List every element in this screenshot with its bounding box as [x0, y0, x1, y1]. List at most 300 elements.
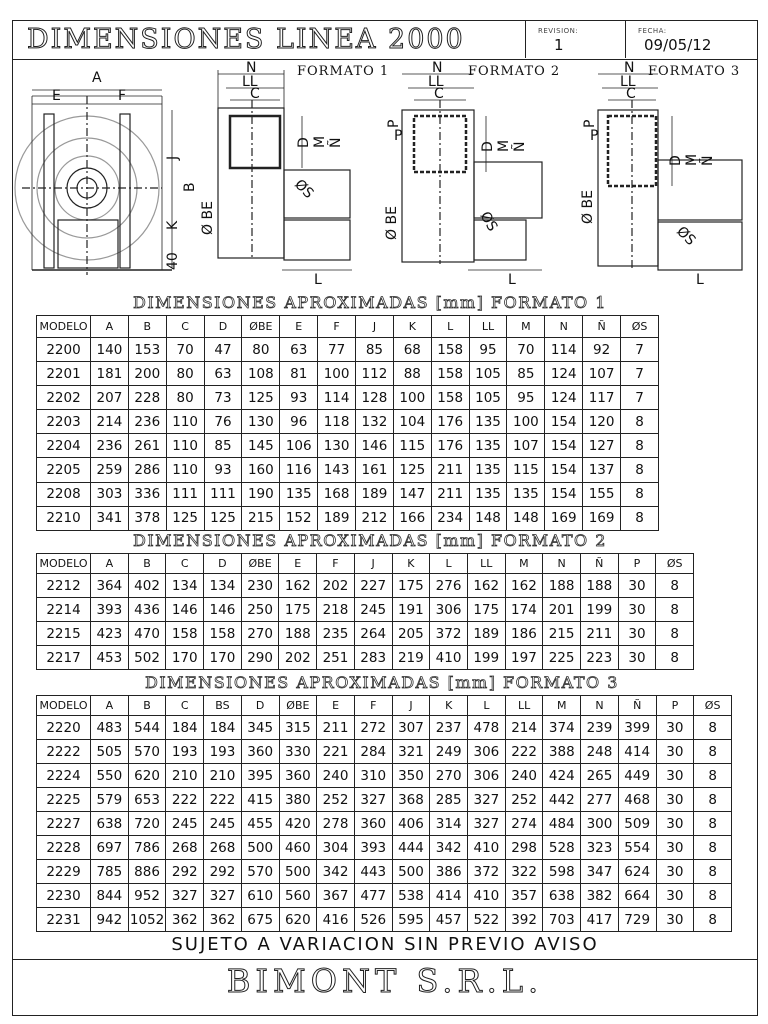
- column-header: M: [543, 696, 581, 716]
- dimension-cell: 638: [91, 812, 129, 836]
- column-header: F: [318, 316, 356, 338]
- table-row: [37, 908, 732, 932]
- f2-c-label: C: [434, 86, 444, 102]
- dimension-cell: 410: [468, 884, 506, 908]
- table-row: [37, 434, 659, 458]
- dimension-cell: 342: [317, 860, 355, 884]
- column-header: F: [317, 554, 355, 574]
- dimension-cell: 570: [128, 740, 166, 764]
- dimension-cell: 176: [431, 410, 469, 434]
- dimension-cell: 77: [318, 338, 356, 362]
- dimension-cell: 406: [392, 812, 430, 836]
- dimension-cell: 477: [354, 884, 392, 908]
- dimension-cell: 8: [656, 622, 694, 646]
- dimension-cell: 544: [128, 716, 166, 740]
- dimension-cell: 100: [318, 362, 356, 386]
- dimension-cell: 402: [128, 574, 166, 598]
- model-cell: 2214: [37, 598, 91, 622]
- f3-p2-label: P: [590, 128, 599, 144]
- dimension-cell: 526: [354, 908, 392, 932]
- dimension-cell: 307: [392, 716, 430, 740]
- dimension-cell: 88: [393, 362, 431, 386]
- dimension-cell: 146: [166, 598, 204, 622]
- dimension-cell: 189: [467, 622, 505, 646]
- dimension-cell: 292: [166, 860, 204, 884]
- dim-k-label: K: [165, 220, 181, 230]
- f2-p1-label: P: [386, 119, 402, 128]
- dimension-cell: 170: [166, 646, 204, 670]
- dimension-cell: 186: [505, 622, 543, 646]
- dimension-cell: 152: [280, 506, 318, 530]
- dimension-cell: 70: [507, 338, 545, 362]
- dimension-cell: 110: [166, 458, 204, 482]
- dimension-cell: 388: [543, 740, 581, 764]
- dimension-cell: 148: [507, 506, 545, 530]
- dimension-cell: 844: [91, 884, 129, 908]
- dimension-cell: 298: [505, 836, 543, 860]
- dim-a-label: A: [92, 70, 102, 86]
- date-label: FECHA:: [638, 27, 667, 35]
- column-header: ØBE: [279, 696, 317, 716]
- dimension-cell: 154: [545, 458, 583, 482]
- dimension-cell: 8: [694, 908, 732, 932]
- dimension-cell: 272: [354, 716, 392, 740]
- dimension-cell: 193: [166, 740, 204, 764]
- company-name: BIMONT S.R.L.: [226, 962, 544, 1000]
- f3-c-label: C: [626, 86, 636, 102]
- dimension-cell: 85: [507, 362, 545, 386]
- dimension-cell: 158: [204, 622, 242, 646]
- dimension-cell: 610: [241, 884, 279, 908]
- dimension-cell: 350: [392, 764, 430, 788]
- f2-p2-label: P: [394, 128, 403, 144]
- dimension-cell: 127: [583, 434, 621, 458]
- dimension-cell: 372: [430, 622, 468, 646]
- dimension-cell: 303: [91, 482, 129, 506]
- dimension-cell: 414: [430, 884, 468, 908]
- dimension-cell: 538: [392, 884, 430, 908]
- dimension-cell: 188: [580, 574, 618, 598]
- dimension-cell: 8: [621, 458, 659, 482]
- dimension-cell: 729: [618, 908, 656, 932]
- table-row: [37, 788, 732, 812]
- dimension-cell: 362: [166, 908, 204, 932]
- f2-m-label: M: [496, 139, 512, 152]
- dimension-cell: 720: [128, 812, 166, 836]
- dimension-cell: 158: [431, 338, 469, 362]
- dimension-cell: 468: [618, 788, 656, 812]
- dimension-cell: 368: [392, 788, 430, 812]
- f1-s-label: ØS: [291, 176, 317, 202]
- dimension-cell: 500: [279, 860, 317, 884]
- model-cell: 2208: [37, 482, 91, 506]
- dimension-cell: 554: [618, 836, 656, 860]
- date-value: 09/05/12: [644, 36, 712, 54]
- dimension-cell: 393: [91, 598, 129, 622]
- dimension-cell: 420: [279, 812, 317, 836]
- dimension-cell: 240: [317, 764, 355, 788]
- dimension-cell: 111: [204, 482, 242, 506]
- model-cell: 2200: [37, 338, 91, 362]
- column-header: J: [392, 696, 430, 716]
- dimension-cell: 395: [241, 764, 279, 788]
- model-cell: 2228: [37, 836, 91, 860]
- column-header: A: [91, 316, 129, 338]
- dimension-cell: 952: [128, 884, 166, 908]
- model-cell: 2204: [37, 434, 91, 458]
- f1-l-label: L: [314, 272, 322, 288]
- dimension-cell: 500: [241, 836, 279, 860]
- dimension-cell: 327: [468, 788, 506, 812]
- column-header: K: [430, 696, 468, 716]
- dimension-cell: 218: [317, 598, 355, 622]
- format2-view: [402, 74, 542, 270]
- dimension-cell: 76: [204, 410, 242, 434]
- dimension-cell: 175: [467, 598, 505, 622]
- dimension-cell: 130: [318, 434, 356, 458]
- document-title: DIMENSIONES LINEA 2000: [27, 24, 465, 55]
- dimension-cell: 453: [91, 646, 129, 670]
- dimension-cell: 85: [356, 338, 394, 362]
- dimension-cell: 30: [618, 622, 656, 646]
- dimension-cell: 341: [91, 506, 129, 530]
- dimension-cell: 30: [656, 740, 694, 764]
- dimension-cell: 30: [656, 716, 694, 740]
- column-header: L: [468, 696, 506, 716]
- drawings-svg: [12, 60, 758, 290]
- dimension-cell: 236: [128, 410, 166, 434]
- dimension-cell: 96: [280, 410, 318, 434]
- dimension-cell: 595: [392, 908, 430, 932]
- dimension-cell: 7: [621, 362, 659, 386]
- f1-m-label: M: [312, 135, 328, 148]
- footer-divider: [12, 959, 758, 960]
- dimension-cell: 886: [128, 860, 166, 884]
- column-header: Ñ: [580, 554, 618, 574]
- table-row: [37, 386, 659, 410]
- table-formato-2: [36, 553, 694, 670]
- dimension-cell: 236: [91, 434, 129, 458]
- dim-40-label: 40: [165, 252, 181, 270]
- table-row: [37, 884, 732, 908]
- dimension-cell: 115: [507, 458, 545, 482]
- dimension-cell: 228: [128, 386, 166, 410]
- dimension-cell: 200: [128, 362, 166, 386]
- column-header: L: [431, 316, 469, 338]
- column-header: N: [581, 696, 619, 716]
- dimension-cell: 181: [91, 362, 129, 386]
- column-header: ØBE: [241, 554, 279, 574]
- dimension-cell: 306: [430, 598, 468, 622]
- header-bar: [12, 20, 758, 60]
- dimension-cell: 95: [469, 338, 507, 362]
- column-header: LL: [469, 316, 507, 338]
- dimension-cell: 125: [242, 386, 280, 410]
- dimension-cell: 423: [91, 622, 129, 646]
- dimension-cell: 175: [279, 598, 317, 622]
- dimension-cell: 135: [469, 458, 507, 482]
- column-header: A: [91, 696, 129, 716]
- dimension-cell: 237: [430, 716, 468, 740]
- table-row: [37, 860, 732, 884]
- column-header: J: [356, 316, 394, 338]
- dimension-cell: 443: [354, 860, 392, 884]
- dimension-cell: 284: [354, 740, 392, 764]
- dimension-cell: 393: [354, 836, 392, 860]
- model-cell: 2229: [37, 860, 91, 884]
- dimension-cell: 135: [469, 434, 507, 458]
- dimension-cell: 188: [543, 574, 581, 598]
- dimension-cell: 8: [694, 764, 732, 788]
- dimension-cell: 306: [468, 764, 506, 788]
- dimension-cell: 444: [392, 836, 430, 860]
- dimension-cell: 201: [543, 598, 581, 622]
- dimension-cell: 364: [91, 574, 129, 598]
- dimension-cell: 80: [242, 338, 280, 362]
- f2-l-label: L: [508, 272, 516, 288]
- model-cell: 2205: [37, 458, 91, 482]
- dimension-cell: 223: [580, 646, 618, 670]
- dimension-cell: 570: [241, 860, 279, 884]
- dimension-cell: 140: [91, 338, 129, 362]
- dimension-cell: 522: [468, 908, 506, 932]
- column-header: C: [166, 316, 204, 338]
- dimension-cell: 125: [204, 506, 242, 530]
- dimension-cell: 449: [618, 764, 656, 788]
- table-row: [37, 598, 694, 622]
- dimension-cell: 8: [694, 860, 732, 884]
- dimension-cell: 166: [393, 506, 431, 530]
- dim-j-label: J: [165, 155, 181, 160]
- format3-label: FORMATO 3: [648, 64, 741, 79]
- dimension-cell: 620: [279, 908, 317, 932]
- dimension-cell: 80: [166, 362, 204, 386]
- table-row: [37, 812, 732, 836]
- dimension-cell: 225: [543, 646, 581, 670]
- f3-d-label: D: [668, 155, 684, 166]
- dimension-cell: 110: [166, 410, 204, 434]
- column-header: BS: [204, 696, 242, 716]
- dimension-cell: 222: [204, 788, 242, 812]
- dimension-cell: 8: [656, 574, 694, 598]
- dimension-cell: 378: [128, 506, 166, 530]
- column-header: M: [505, 554, 543, 574]
- dimension-cell: 169: [545, 506, 583, 530]
- dimension-cell: 270: [430, 764, 468, 788]
- dimension-cell: 245: [204, 812, 242, 836]
- dimension-cell: 8: [621, 434, 659, 458]
- table-row: [37, 362, 659, 386]
- table1-header-row: [37, 316, 659, 338]
- model-cell: 2203: [37, 410, 91, 434]
- column-header: B: [128, 554, 166, 574]
- dimension-cell: 327: [204, 884, 242, 908]
- dimension-cell: 252: [317, 788, 355, 812]
- dimension-cell: 528: [543, 836, 581, 860]
- format1-label: FORMATO 1: [297, 64, 390, 79]
- table-row: [37, 716, 732, 740]
- model-cell: 2212: [37, 574, 91, 598]
- dimension-cell: 189: [356, 482, 394, 506]
- table-row: [37, 574, 694, 598]
- dimension-cell: 145: [242, 434, 280, 458]
- dimension-cell: 118: [318, 410, 356, 434]
- dimension-cell: 380: [279, 788, 317, 812]
- dim-f-label: F: [118, 88, 127, 104]
- dimension-cell: 785: [91, 860, 129, 884]
- column-header: ØS: [621, 316, 659, 338]
- column-header: A: [91, 554, 129, 574]
- dimension-cell: 382: [581, 884, 619, 908]
- dimension-cell: 249: [430, 740, 468, 764]
- dimension-cell: 162: [467, 574, 505, 598]
- dimension-cell: 30: [656, 884, 694, 908]
- f1-c-label: C: [250, 86, 260, 102]
- dimension-cell: 108: [242, 362, 280, 386]
- dimension-cell: 484: [543, 812, 581, 836]
- dimension-cell: 292: [204, 860, 242, 884]
- dimension-cell: 942: [91, 908, 129, 932]
- dimension-cell: 372: [468, 860, 506, 884]
- dimension-cell: 134: [166, 574, 204, 598]
- model-cell: 2220: [37, 716, 91, 740]
- dimension-cell: 197: [505, 646, 543, 670]
- dimension-cell: 620: [128, 764, 166, 788]
- table-row: [37, 646, 694, 670]
- dimension-cell: 147: [393, 482, 431, 506]
- table3-title: DIMENSIONES APROXIMADAS [mm] FORMATO 3: [145, 673, 619, 692]
- column-header: P: [656, 696, 694, 716]
- dimension-cell: 290: [241, 646, 279, 670]
- dimension-cell: 367: [317, 884, 355, 908]
- dimension-cell: 134: [204, 574, 242, 598]
- format2-label: FORMATO 2: [468, 64, 561, 79]
- dimension-cell: 116: [280, 458, 318, 482]
- f1-be-label: Ø BE: [200, 201, 216, 235]
- dimension-cell: 162: [505, 574, 543, 598]
- column-header: C: [166, 554, 204, 574]
- dimension-cell: 8: [694, 836, 732, 860]
- dimension-cell: 460: [279, 836, 317, 860]
- model-cell: 2201: [37, 362, 91, 386]
- dimension-cell: 8: [694, 884, 732, 908]
- dimension-cell: 483: [91, 716, 129, 740]
- dimension-cell: 160: [242, 458, 280, 482]
- dimension-cell: 245: [354, 598, 392, 622]
- dimension-cell: 283: [354, 646, 392, 670]
- model-cell: 2225: [37, 788, 91, 812]
- dimension-cell: 137: [583, 458, 621, 482]
- dimension-cell: 30: [656, 836, 694, 860]
- dimension-cell: 276: [430, 574, 468, 598]
- column-header: ØS: [694, 696, 732, 716]
- column-header: N: [543, 554, 581, 574]
- column-header: MODELO: [37, 316, 91, 338]
- column-header: LL: [467, 554, 505, 574]
- dimension-cell: 304: [317, 836, 355, 860]
- dimension-cell: 110: [166, 434, 204, 458]
- dimension-cell: 104: [393, 410, 431, 434]
- dim-e-label: E: [52, 88, 61, 104]
- dimension-cell: 240: [505, 764, 543, 788]
- dimension-cell: 114: [545, 338, 583, 362]
- dimension-cell: 8: [694, 812, 732, 836]
- dimension-cell: 189: [318, 506, 356, 530]
- dimension-cell: 235: [317, 622, 355, 646]
- column-header: ØBE: [242, 316, 280, 338]
- f2-be-label: Ø BE: [384, 206, 400, 240]
- dimension-cell: 63: [280, 338, 318, 362]
- dimension-cell: 188: [279, 622, 317, 646]
- dimension-cell: 360: [241, 740, 279, 764]
- dimension-cell: 347: [581, 860, 619, 884]
- dimension-cell: 261: [128, 434, 166, 458]
- dimension-cell: 85: [204, 434, 242, 458]
- dimension-cell: 155: [583, 482, 621, 506]
- dimension-cell: 30: [656, 908, 694, 932]
- dimension-cell: 416: [317, 908, 355, 932]
- dimension-cell: 8: [621, 506, 659, 530]
- dimension-cell: 124: [545, 362, 583, 386]
- dimension-cell: 598: [543, 860, 581, 884]
- table-row: [37, 410, 659, 434]
- dimension-cell: 8: [694, 788, 732, 812]
- dimension-cell: 105: [469, 362, 507, 386]
- dimension-cell: 323: [581, 836, 619, 860]
- dimension-cell: 124: [545, 386, 583, 410]
- dimension-cell: 386: [430, 860, 468, 884]
- dimension-cell: 251: [317, 646, 355, 670]
- dimension-cell: 252: [505, 788, 543, 812]
- dim-b-label: B: [182, 182, 198, 192]
- model-cell: 2215: [37, 622, 91, 646]
- dimension-cell: 330: [279, 740, 317, 764]
- dimension-cell: 675: [241, 908, 279, 932]
- dimension-cell: 336: [128, 482, 166, 506]
- dimension-cell: 239: [581, 716, 619, 740]
- dimension-cell: 30: [656, 812, 694, 836]
- column-header: C: [166, 696, 204, 716]
- dimension-cell: 248: [581, 740, 619, 764]
- dimension-cell: 315: [279, 716, 317, 740]
- table1-title: DIMENSIONES APROXIMADAS [mm] FORMATO 1: [133, 293, 607, 312]
- dimension-cell: 664: [618, 884, 656, 908]
- dimension-cell: 162: [279, 574, 317, 598]
- model-cell: 2231: [37, 908, 91, 932]
- dimension-cell: 153: [128, 338, 166, 362]
- table3-header-row: [37, 696, 732, 716]
- dimension-cell: 410: [430, 646, 468, 670]
- dimension-cell: 560: [279, 884, 317, 908]
- table-row: [37, 506, 659, 530]
- table-formato-1: [36, 315, 659, 531]
- dimension-cell: 222: [505, 740, 543, 764]
- column-header: E: [279, 554, 317, 574]
- dimension-cell: 259: [91, 458, 129, 482]
- dimension-cell: 184: [166, 716, 204, 740]
- dimension-cell: 202: [317, 574, 355, 598]
- dimension-cell: 327: [468, 812, 506, 836]
- dimension-cell: 161: [356, 458, 394, 482]
- model-cell: 2217: [37, 646, 91, 670]
- dimension-cell: 214: [91, 410, 129, 434]
- f1-n-tilde-label: Ñ: [328, 137, 344, 148]
- dimension-cell: 70: [166, 338, 204, 362]
- dimension-cell: 360: [279, 764, 317, 788]
- dimension-cell: 148: [469, 506, 507, 530]
- dimension-cell: 310: [354, 764, 392, 788]
- column-header: P: [618, 554, 656, 574]
